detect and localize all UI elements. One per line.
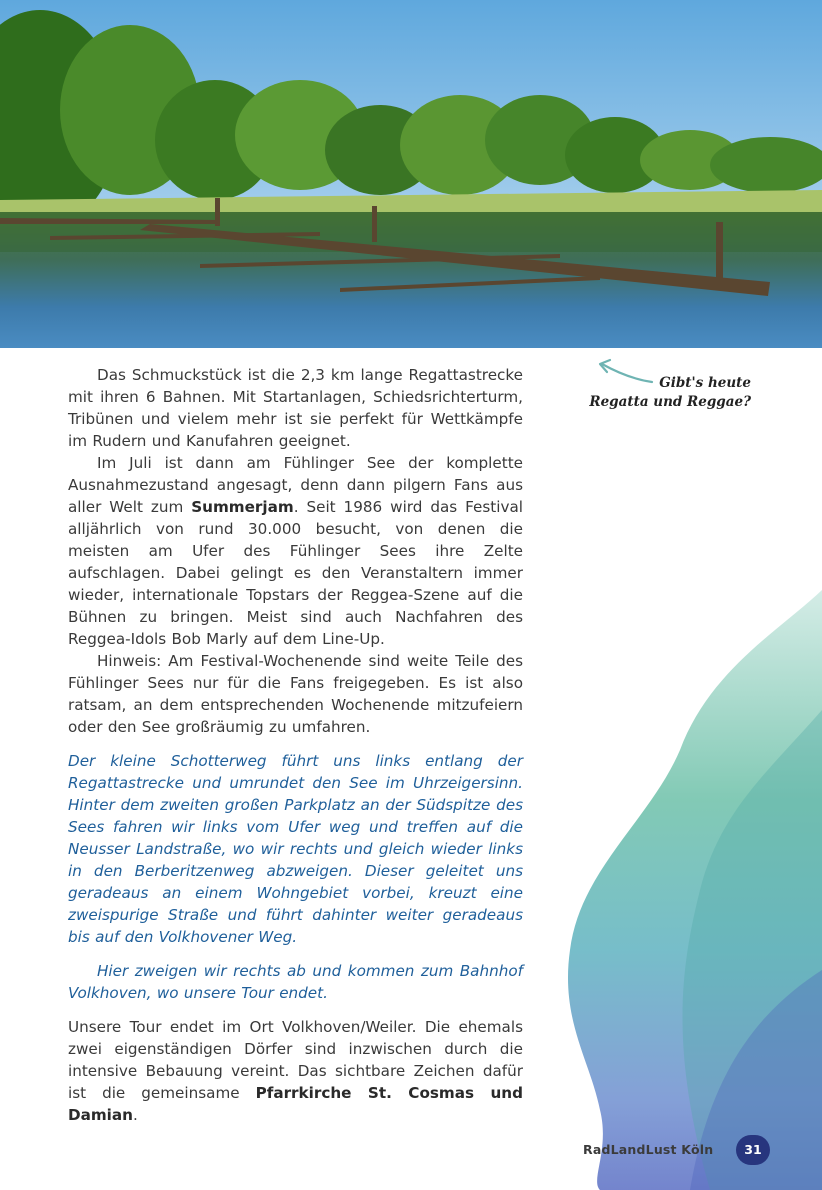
text: . xyxy=(132,1106,138,1124)
watercolor-decoration xyxy=(560,590,822,1190)
church-bold: Pfarrkirche St. Cosmas und Damian xyxy=(68,1084,523,1124)
paragraph-regattastrecke: Das Schmuckstück ist die 2,3 km lange Regattastrecke mit ihren 6 Bahnen. Mit Startanlagen, Schiedsrichterturm, Tribünen und vielem mehr ist sie perfekt für Wettkämpfe im Rudern und Kanufahren geeignet. xyxy=(68,366,523,450)
paragraph-summerjam xyxy=(68,452,523,650)
article-body xyxy=(68,364,523,1126)
side-note-line-2: Regatta und Reggae? xyxy=(589,394,751,410)
text: Unsere Tour endet im Ort Volkhoven/Weiler. Die ehemals zwei eigenständigen Dörfer sind inzwischen durch die intensive Bebauung vereint. Das sichtbare Zeichen dafür ist die gemeinsame xyxy=(68,1018,523,1102)
paragraph-hinweis: Hinweis: Am Festival-Wochenende sind weite Teile des Fühlinger Sees nur für die Fans freigegeben. Es ist also ratsam, an dem entsprechenden Wochenende mitzufeiern oder den See großräumig zu umfahren. xyxy=(68,652,523,736)
route-description-end: Hier zweigen wir rechts ab und kommen zum Bahnhof Volkhoven, wo unsere Tour endet. xyxy=(68,962,523,1002)
page-number-badge: 31 xyxy=(736,1135,770,1165)
footer-brand: RadLandLust Köln xyxy=(583,1142,714,1157)
side-note-line-1: Gibt's heute xyxy=(659,375,751,391)
side-note xyxy=(585,374,751,412)
text: . Seit 1986 wird das Festival alljährlich von rund 30.000 besucht, von denen die meisten am Ufer des Fühlinger Sees ihre Zelte aufschlagen. Dabei gelingt es den Veranstaltern immer wieder, internationale Topstars der Reggea-Szene auf die Bühnen zu bringen. Meist sind auch Nachfahren des Reggea-Idols Bob Marly auf dem Line-Up. xyxy=(68,498,523,648)
paragraph-volkhoven xyxy=(68,1016,523,1126)
route-description: Der kleine Schotterweg führt uns links entlang der Regattastrecke und umrundet den See im Uhrzeigersinn. Hinter dem zweiten großen Parkplatz an der Südspitze des Sees fahren wir links vom Ufer weg und treffen auf die Neusser Landstraße, wo wir rechts und gleich wieder links in den Berberitzenweg abzweigen. Dieser geleitet uns geradeaus an einem Wohngebiet vorbei, kreuzt eine zweispurige Straße und führt dahinter weiter geradeaus bis auf den Volkhovener Weg. xyxy=(68,752,523,946)
lake-photo xyxy=(0,0,822,348)
summerjam-bold: Summerjam xyxy=(191,498,294,516)
text: Im Juli ist dann am Fühlinger See der komplette Ausnahmezustand angesagt, denn dann pilgern Fans aus aller Welt zum xyxy=(68,454,523,516)
